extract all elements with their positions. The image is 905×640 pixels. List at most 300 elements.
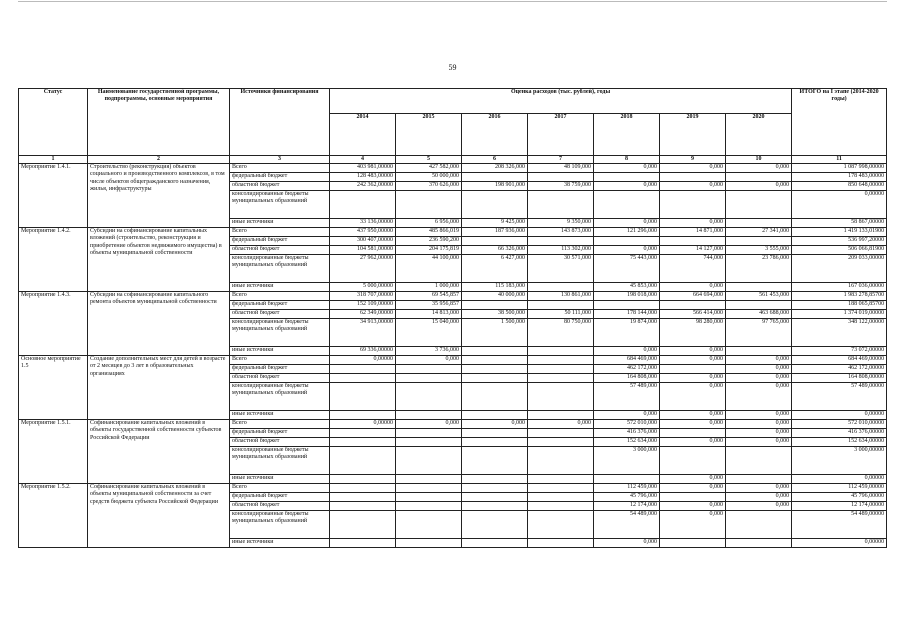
total-cell: 462 172,00000: [792, 365, 887, 374]
value-cell: 14 813,000: [396, 310, 462, 319]
value-cell: [726, 173, 792, 182]
source-label: консолидированные бюджеты муниципальных образований: [230, 191, 330, 219]
value-cell: 104 581,00000: [330, 246, 396, 255]
total-cell: 850 648,00000: [792, 182, 887, 191]
value-cell: 97 765,000: [726, 319, 792, 347]
value-cell: [396, 484, 462, 493]
value-cell: [396, 511, 462, 539]
source-label: консолидированные бюджеты муниципальных образований: [230, 383, 330, 411]
header-status: Статус: [19, 89, 88, 156]
value-cell: [528, 502, 594, 511]
source-label: консолидированные бюджеты муниципальных образований: [230, 447, 330, 475]
source-label: федеральный бюджет: [230, 173, 330, 182]
value-cell: 48 109,000: [528, 164, 594, 173]
header-year: 2017: [528, 114, 594, 156]
total-cell: 684 469,00000: [792, 356, 887, 365]
value-cell: 27 962,00000: [330, 255, 396, 283]
source-label: Всего: [230, 484, 330, 493]
value-cell: [462, 502, 528, 511]
source-label: иные источники: [230, 347, 330, 356]
value-cell: 236 590,200: [396, 237, 462, 246]
value-cell: [528, 283, 594, 292]
header-year: 2014: [330, 114, 396, 156]
value-cell: 463 688,000: [726, 310, 792, 319]
value-cell: 0,000: [594, 411, 660, 420]
value-cell: [330, 502, 396, 511]
value-cell: [330, 475, 396, 484]
value-cell: [462, 383, 528, 411]
column-number: 7: [528, 156, 594, 164]
total-cell: 188 065,85700: [792, 301, 887, 310]
column-number: 6: [462, 156, 528, 164]
value-cell: [528, 301, 594, 310]
column-number: 1: [19, 156, 88, 164]
value-cell: [396, 374, 462, 383]
value-cell: 0,000: [726, 374, 792, 383]
value-cell: 242 362,00000: [330, 182, 396, 191]
total-cell: 1 374 019,00000: [792, 310, 887, 319]
value-cell: [462, 411, 528, 420]
page-number: 59: [448, 63, 457, 72]
value-cell: [528, 484, 594, 493]
total-cell: 348 122,00000: [792, 319, 887, 347]
total-cell: 0,00000: [792, 411, 887, 420]
total-cell: 0,00000: [792, 539, 887, 548]
value-cell: [396, 502, 462, 511]
value-cell: 40 000,000: [462, 292, 528, 301]
value-cell: 0,000: [660, 383, 726, 411]
value-cell: [528, 365, 594, 374]
value-cell: 6 427,000: [462, 255, 528, 283]
source-label: иные источники: [230, 539, 330, 548]
source-label: федеральный бюджет: [230, 493, 330, 502]
value-cell: 0,000: [726, 182, 792, 191]
value-cell: 3 555,000: [726, 246, 792, 255]
value-cell: 318 707,00000: [330, 292, 396, 301]
value-cell: [462, 191, 528, 219]
value-cell: [396, 438, 462, 447]
value-cell: [396, 191, 462, 219]
value-cell: [330, 365, 396, 374]
budget-table: [18, 88, 887, 548]
source-label: Всего: [230, 164, 330, 173]
value-cell: 744,000: [660, 255, 726, 283]
value-cell: 38 759,000: [528, 182, 594, 191]
row-status: Мероприятие 1.4.2.: [19, 228, 88, 292]
value-cell: [660, 447, 726, 475]
source-label: Всего: [230, 420, 330, 429]
value-cell: [660, 539, 726, 548]
source-label: областной бюджет: [230, 246, 330, 255]
value-cell: [594, 237, 660, 246]
value-cell: 0,000: [726, 493, 792, 502]
value-cell: 0,000: [462, 420, 528, 429]
value-cell: 208 326,000: [462, 164, 528, 173]
value-cell: 0,000: [660, 283, 726, 292]
value-cell: 62 349,00000: [330, 310, 396, 319]
total-cell: 0,00000: [792, 191, 887, 219]
value-cell: [462, 365, 528, 374]
value-cell: 0,000: [396, 356, 462, 365]
source-label: областной бюджет: [230, 182, 330, 191]
header-sources: Источники финансирования: [230, 89, 330, 156]
value-cell: [660, 237, 726, 246]
value-cell: [528, 447, 594, 475]
table-row: [19, 420, 887, 429]
header-year: 2020: [726, 114, 792, 156]
value-cell: [330, 511, 396, 539]
total-cell: 1 087 998,00000: [792, 164, 887, 173]
header-year: 2019: [660, 114, 726, 156]
value-cell: 0,000: [660, 438, 726, 447]
value-cell: 9 350,000: [528, 219, 594, 228]
column-number: 10: [726, 156, 792, 164]
value-cell: 152 109,00000: [330, 301, 396, 310]
value-cell: [462, 475, 528, 484]
value-cell: 0,00000: [330, 420, 396, 429]
value-cell: 0,000: [660, 502, 726, 511]
source-label: иные источники: [230, 219, 330, 228]
total-cell: 164 808,00000: [792, 374, 887, 383]
table-row: [19, 356, 887, 365]
value-cell: [594, 301, 660, 310]
source-label: Всего: [230, 356, 330, 365]
source-label: консолидированные бюджеты муниципальных образований: [230, 319, 330, 347]
value-cell: [462, 539, 528, 548]
value-cell: 561 453,000: [726, 292, 792, 301]
value-cell: [726, 475, 792, 484]
row-status: Мероприятие 1.5.1.: [19, 420, 88, 484]
value-cell: [528, 539, 594, 548]
value-cell: 98 280,000: [660, 319, 726, 347]
value-cell: [330, 539, 396, 548]
value-cell: [462, 237, 528, 246]
value-cell: [528, 383, 594, 411]
value-cell: [528, 191, 594, 219]
value-cell: [528, 475, 594, 484]
row-status: Мероприятие 1.4.1.: [19, 164, 88, 228]
value-cell: [660, 173, 726, 182]
source-label: федеральный бюджет: [230, 429, 330, 438]
value-cell: [594, 475, 660, 484]
value-cell: 0,000: [660, 374, 726, 383]
row-status: Мероприятие 1.4.3.: [19, 292, 88, 356]
column-number: 2: [88, 156, 230, 164]
value-cell: 45 853,000: [594, 283, 660, 292]
value-cell: 14 127,000: [660, 246, 726, 255]
total-cell: 0,00000: [792, 475, 887, 484]
value-cell: 0,000: [726, 502, 792, 511]
total-cell: 12 174,00000: [792, 502, 887, 511]
source-label: областной бюджет: [230, 310, 330, 319]
total-cell: 506 066,81900: [792, 246, 887, 255]
value-cell: [330, 429, 396, 438]
value-cell: [462, 301, 528, 310]
value-cell: [330, 493, 396, 502]
column-number: 4: [330, 156, 396, 164]
value-cell: 121 296,000: [594, 228, 660, 237]
value-cell: 23 786,000: [726, 255, 792, 283]
value-cell: [396, 383, 462, 411]
value-cell: 0,000: [594, 182, 660, 191]
value-cell: 3 736,000: [396, 347, 462, 356]
column-number: 9: [660, 156, 726, 164]
value-cell: 462 172,000: [594, 365, 660, 374]
value-cell: [528, 173, 594, 182]
value-cell: 35 956,857: [396, 301, 462, 310]
value-cell: [528, 438, 594, 447]
value-cell: 0,00000: [330, 356, 396, 365]
value-cell: [594, 173, 660, 182]
row-status: Основное мероприятие 1.5: [19, 356, 88, 420]
value-cell: [660, 493, 726, 502]
total-cell: 152 634,00000: [792, 438, 887, 447]
value-cell: 66 326,000: [462, 246, 528, 255]
value-cell: 130 861,000: [528, 292, 594, 301]
header-name: Наименование государственной программы, подпрограммы, основные мероприятия: [88, 89, 230, 156]
value-cell: [660, 365, 726, 374]
value-cell: 0,000: [726, 484, 792, 493]
value-cell: 300 407,00000: [330, 237, 396, 246]
value-cell: [528, 356, 594, 365]
value-cell: [528, 429, 594, 438]
source-label: областной бюджет: [230, 502, 330, 511]
total-cell: 1 983 278,85700: [792, 292, 887, 301]
value-cell: 115 183,000: [462, 283, 528, 292]
header-year: 2016: [462, 114, 528, 156]
value-cell: 0,000: [660, 219, 726, 228]
table-row: [19, 164, 887, 173]
value-cell: [396, 365, 462, 374]
value-cell: 0,000: [726, 365, 792, 374]
value-cell: 0,000: [660, 484, 726, 493]
value-cell: 164 808,000: [594, 374, 660, 383]
value-cell: [726, 191, 792, 219]
value-cell: 178 144,000: [594, 310, 660, 319]
row-name: Субсидии на софинансирование капитального ремонта объектов муниципальной собственности: [88, 292, 230, 356]
value-cell: 0,000: [726, 383, 792, 411]
value-cell: [396, 475, 462, 484]
value-cell: 143 873,000: [528, 228, 594, 237]
value-cell: 0,000: [726, 164, 792, 173]
value-cell: 416 376,000: [594, 429, 660, 438]
value-cell: 69 336,00000: [330, 347, 396, 356]
row-name: Софинансирование капитальных вложений в объекты государственной собственности субъектов Российской Федерации: [88, 420, 230, 484]
value-cell: 0,000: [594, 219, 660, 228]
header-estimate: Оценка расходов (тыс. рублей), годы: [330, 89, 792, 114]
value-cell: 0,000: [726, 356, 792, 365]
source-label: консолидированные бюджеты муниципальных образований: [230, 511, 330, 539]
value-cell: 50 000,000: [396, 173, 462, 182]
source-label: консолидированные бюджеты муниципальных образований: [230, 255, 330, 283]
value-cell: [462, 511, 528, 539]
value-cell: 0,000: [726, 420, 792, 429]
value-cell: [528, 511, 594, 539]
value-cell: [528, 237, 594, 246]
value-cell: 113 302,000: [528, 246, 594, 255]
value-cell: 34 913,00000: [330, 319, 396, 347]
value-cell: 54 489,000: [594, 511, 660, 539]
value-cell: [330, 484, 396, 493]
value-cell: [330, 383, 396, 411]
value-cell: 50 111,000: [528, 310, 594, 319]
total-cell: 58 867,00000: [792, 219, 887, 228]
source-label: Всего: [230, 228, 330, 237]
value-cell: 0,000: [726, 438, 792, 447]
value-cell: 0,000: [594, 164, 660, 173]
total-cell: 54 489,00000: [792, 511, 887, 539]
value-cell: [462, 374, 528, 383]
value-cell: 0,000: [594, 539, 660, 548]
value-cell: 0,000: [594, 347, 660, 356]
value-cell: 75 443,000: [594, 255, 660, 283]
value-cell: 80 750,000: [528, 319, 594, 347]
value-cell: [462, 438, 528, 447]
value-cell: [330, 438, 396, 447]
value-cell: 403 981,00000: [330, 164, 396, 173]
value-cell: [330, 374, 396, 383]
value-cell: [462, 484, 528, 493]
value-cell: [330, 191, 396, 219]
value-cell: [396, 447, 462, 475]
source-label: иные источники: [230, 475, 330, 484]
value-cell: [594, 191, 660, 219]
value-cell: [726, 511, 792, 539]
value-cell: [660, 301, 726, 310]
value-cell: 3 000,000: [594, 447, 660, 475]
value-cell: 12 174,000: [594, 502, 660, 511]
table-row: [19, 484, 887, 493]
column-number: 11: [792, 156, 887, 164]
value-cell: [726, 447, 792, 475]
value-cell: 0,000: [660, 411, 726, 420]
value-cell: [396, 493, 462, 502]
value-cell: 0,000: [660, 182, 726, 191]
value-cell: 33 136,00000: [330, 219, 396, 228]
value-cell: 69 545,857: [396, 292, 462, 301]
value-cell: 0,000: [660, 511, 726, 539]
value-cell: [462, 173, 528, 182]
table-row: [19, 292, 887, 301]
value-cell: [528, 374, 594, 383]
value-cell: 19 874,000: [594, 319, 660, 347]
source-label: областной бюджет: [230, 438, 330, 447]
header-total: ИТОГО на I этапе (2014-2020 годы): [792, 89, 887, 156]
value-cell: 0,000: [660, 356, 726, 365]
value-cell: 427 582,000: [396, 164, 462, 173]
row-name: Субсидии на софинансирование капитальных вложений (строительство, реконструкция и приобретение объектов недвижимого имущества) в объекты муниципальной собственности: [88, 228, 230, 292]
value-cell: 0,000: [660, 347, 726, 356]
value-cell: 198 018,000: [594, 292, 660, 301]
total-cell: 57 489,00000: [792, 383, 887, 411]
table-row: [19, 228, 887, 237]
value-cell: 485 866,019: [396, 228, 462, 237]
row-status: Мероприятие 1.5.2.: [19, 484, 88, 548]
value-cell: 198 901,000: [462, 182, 528, 191]
total-cell: 416 376,00000: [792, 429, 887, 438]
value-cell: [462, 429, 528, 438]
value-cell: [462, 347, 528, 356]
total-cell: 536 997,20000: [792, 237, 887, 246]
top-rule: [18, 1, 887, 2]
source-label: федеральный бюджет: [230, 301, 330, 310]
row-name: Создание дополнительных мест для детей в возрасте от 2 месяцев до 3 лет в образовательных организациях: [88, 356, 230, 420]
source-label: федеральный бюджет: [230, 237, 330, 246]
value-cell: [726, 301, 792, 310]
total-cell: 209 033,00000: [792, 255, 887, 283]
value-cell: 572 010,000: [594, 420, 660, 429]
value-cell: [660, 191, 726, 219]
total-cell: 572 010,00000: [792, 420, 887, 429]
value-cell: [528, 347, 594, 356]
value-cell: [726, 539, 792, 548]
value-cell: 15 040,000: [396, 319, 462, 347]
value-cell: [396, 429, 462, 438]
value-cell: 0,000: [660, 420, 726, 429]
value-cell: 0,000: [726, 411, 792, 420]
value-cell: 1 000,000: [396, 283, 462, 292]
value-cell: 112 459,000: [594, 484, 660, 493]
header-year: 2015: [396, 114, 462, 156]
value-cell: 1 500,000: [462, 319, 528, 347]
value-cell: 27 341,000: [726, 228, 792, 237]
value-cell: [726, 347, 792, 356]
total-cell: 1 419 133,01900: [792, 228, 887, 237]
total-cell: 167 036,00000: [792, 283, 887, 292]
value-cell: 14 871,000: [660, 228, 726, 237]
value-cell: 38 500,000: [462, 310, 528, 319]
value-cell: 566 414,000: [660, 310, 726, 319]
value-cell: 0,000: [660, 475, 726, 484]
value-cell: 45 796,000: [594, 493, 660, 502]
value-cell: 0,000: [396, 420, 462, 429]
value-cell: [660, 429, 726, 438]
value-cell: 370 626,000: [396, 182, 462, 191]
value-cell: [528, 411, 594, 420]
value-cell: 44 100,000: [396, 255, 462, 283]
value-cell: [726, 283, 792, 292]
value-cell: 0,000: [528, 420, 594, 429]
total-cell: 45 796,00000: [792, 493, 887, 502]
source-label: федеральный бюджет: [230, 365, 330, 374]
value-cell: [396, 539, 462, 548]
value-cell: 5 000,00000: [330, 283, 396, 292]
value-cell: 437 950,00000: [330, 228, 396, 237]
value-cell: [726, 237, 792, 246]
total-cell: 178 483,00000: [792, 173, 887, 182]
value-cell: 0,000: [726, 429, 792, 438]
value-cell: [330, 447, 396, 475]
value-cell: 152 634,000: [594, 438, 660, 447]
total-cell: 112 459,00000: [792, 484, 887, 493]
value-cell: 9 425,000: [462, 219, 528, 228]
value-cell: [528, 493, 594, 502]
value-cell: 0,000: [594, 246, 660, 255]
value-cell: [462, 493, 528, 502]
value-cell: 57 489,000: [594, 383, 660, 411]
column-number: 5: [396, 156, 462, 164]
value-cell: 187 936,000: [462, 228, 528, 237]
source-label: иные источники: [230, 283, 330, 292]
value-cell: 204 175,819: [396, 246, 462, 255]
row-name: Строительство (реконструкция) объектов социального и производственного комплексов, в том числе объектов общегражданского назначения, жилья, инфраструктуры: [88, 164, 230, 228]
source-label: областной бюджет: [230, 374, 330, 383]
header-year: 2018: [594, 114, 660, 156]
value-cell: [726, 219, 792, 228]
value-cell: 6 956,000: [396, 219, 462, 228]
column-number: 3: [230, 156, 330, 164]
source-label: иные источники: [230, 411, 330, 420]
